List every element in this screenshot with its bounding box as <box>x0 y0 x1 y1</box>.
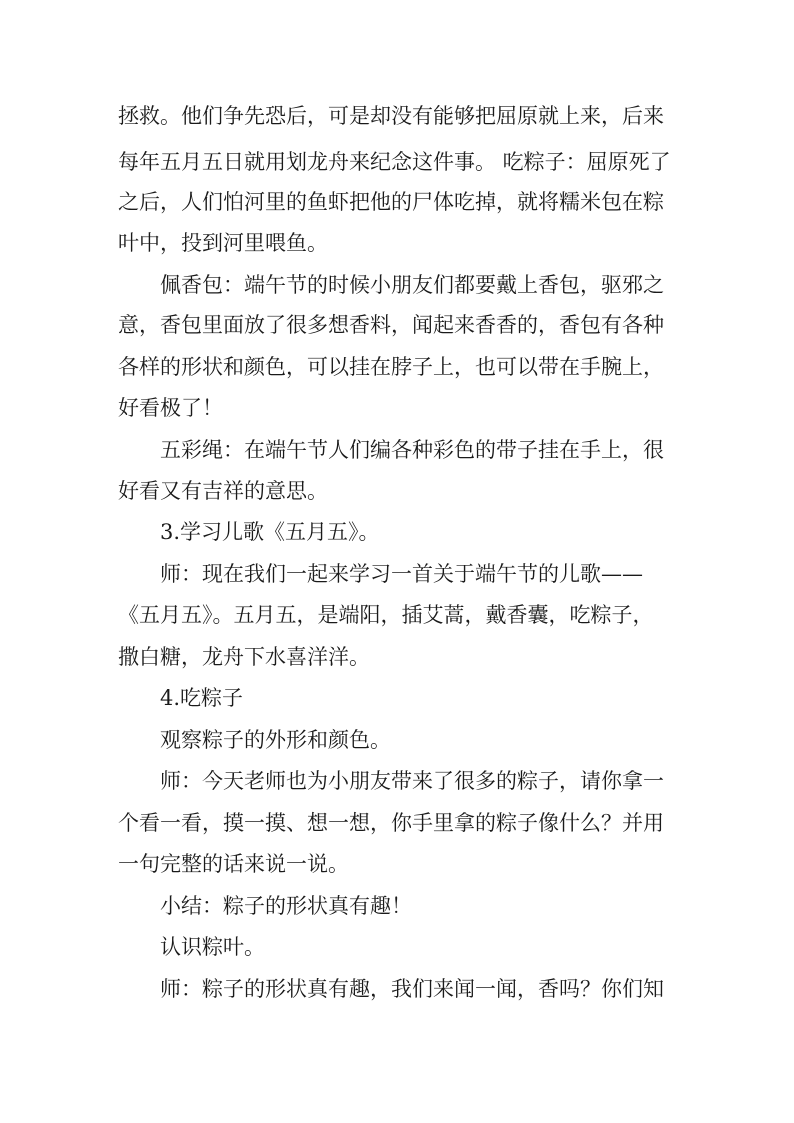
paragraph-line: 《五月五》。五月五，是端阳，插艾蒿，戴香囊，吃粽子， <box>118 603 654 627</box>
paragraph-line: 各样的形状和颜色，可以挂在脖子上，也可以带在手腕上， <box>118 355 664 379</box>
paragraph-line: 撒白糖，龙舟下水喜洋洋。 <box>118 645 370 669</box>
paragraph-line: 每年五月五日就用划龙舟来纪念这件事。 吃粽子：屈原死了 <box>118 150 671 174</box>
paragraph-line: 叶中，投到河里喂鱼。 <box>118 231 328 255</box>
paragraph-line: 小结：粽子的形状真有趣！ <box>160 894 412 918</box>
section-heading: 3.学习儿歌《五月五》。 <box>160 520 380 544</box>
paragraph-line: 一句完整的话来说一说。 <box>118 852 349 876</box>
paragraph-line: 拯救。他们争先恐后，可是却没有能够把屈原就上来，后来 <box>118 104 664 128</box>
paragraph-line: 师：粽子的形状真有趣，我们来闻一闻，香吗？你们知 <box>160 977 664 1001</box>
paragraph-line: 好看又有吉祥的意思。 <box>118 479 328 503</box>
paragraph-line: 之后，人们怕河里的鱼虾把他的尸体吃掉，就将糯米包在粽 <box>118 190 664 214</box>
section-heading: 4.吃粽子 <box>160 686 244 710</box>
paragraph-line: 观察粽子的外形和颜色。 <box>160 728 391 752</box>
paragraph-line: 师：今天老师也为小朋友带来了很多的粽子，请你拿一 <box>160 769 664 793</box>
paragraph-line: 佩香包：端午节的时候小朋友们都要戴上香包，驱邪之 <box>160 273 664 297</box>
paragraph-line: 师：现在我们一起来学习一首关于端午节的儿歌—— <box>160 562 643 586</box>
paragraph-line: 个看一看，摸一摸、想一想，你手里拿的粽子像什么？并用 <box>118 811 664 835</box>
paragraph-line: 意，香包里面放了很多想香料，闻起来香香的，香包有各种 <box>118 313 664 337</box>
paragraph-line: 认识粽叶。 <box>160 935 265 959</box>
paragraph-line: 好看极了！ <box>118 396 223 420</box>
paragraph-line: 五彩绳：在端午节人们编各种彩色的带子挂在手上，很 <box>160 438 664 462</box>
